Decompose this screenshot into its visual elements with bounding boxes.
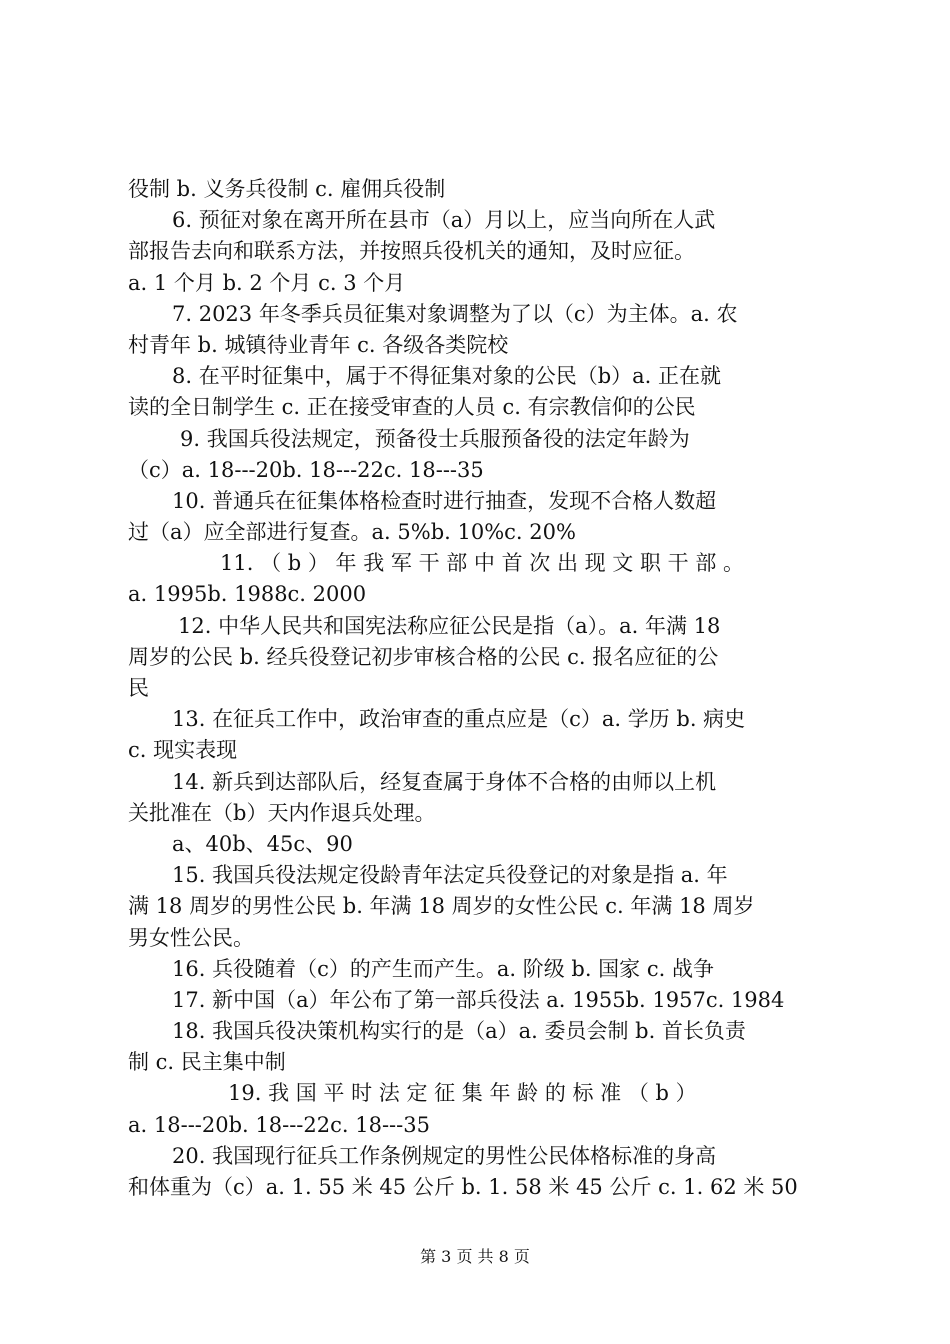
text-line: 8. 在平时征集中，属于不得征集对象的公民（b）a. 正在就 — [172, 364, 722, 389]
text-line: 男女性公民。 — [128, 925, 254, 950]
text-line: （c）a. 18---20b. 18---22c. 18---35 — [128, 457, 484, 482]
text-line: 制 c. 民主集中制 — [128, 1050, 286, 1075]
text-line: c. 现实表现 — [128, 738, 238, 763]
text-line: 16. 兵役随着（c）的产生而产生。a. 阶级 b. 国家 c. 战争 — [172, 956, 714, 981]
text-line: a. 1 个月 b. 2 个月 c. 3 个月 — [128, 270, 406, 295]
page-number-footer: 第 3 页 共 8 页 — [420, 1247, 530, 1266]
text-line: 和体重为（c）a. 1. 55 米 45 公斤 b. 1. 58 米 45 公斤 c. 1. 62 米 50 — [128, 1175, 798, 1199]
text-line: 6. 预征对象在离开所在县市（a）月以上，应当向所在人武 — [172, 208, 716, 233]
text-line: 村青年 b. 城镇待业青年 c. 各级各类院校 — [128, 332, 509, 357]
text-line: 周岁的公民 b. 经兵役登记初步审核合格的公民 c. 报名应征的公 — [128, 644, 719, 669]
text-line: 读的全日制学生 c. 正在接受审查的人员 c. 有宗教信仰的公民 — [128, 395, 696, 420]
text-line: 15. 我国兵役法规定役龄青年法定兵役登记的对象是指 a. 年 — [172, 863, 728, 888]
text-line: 18. 我国兵役决策机构实行的是（a）a. 委员会制 b. 首长负责 — [172, 1019, 746, 1044]
text-line: 役制 b. 义务兵役制 c. 雇佣兵役制 — [128, 177, 446, 201]
text-line: 关批准在（b）天内作退兵处理。 — [128, 800, 436, 825]
text-line: a. 1995b. 1988c. 2000 — [128, 582, 367, 607]
document-body — [128, 174, 833, 1203]
text-line: 13. 在征兵工作中，政治审查的重点应是（c）a. 学历 b. 病史 — [172, 707, 746, 732]
text-line: 民 — [128, 676, 149, 700]
text-line: 9. 我国兵役法规定，预备役士兵服预备役的法定年龄为 — [180, 426, 690, 451]
text-line: 12. 中华人民共和国宪法称应征公民是指（a）。a. 年满 18 — [178, 613, 721, 638]
text-line: 满 18 周岁的男性公民 b. 年满 18 周岁的女性公民 c. 年满 18 周岁 — [128, 894, 755, 919]
text-line: 7. 2023 年冬季兵员征集对象调整为了以（c）为主体。a. 农 — [172, 301, 738, 326]
text-line: 10. 普通兵在征集体格检查时进行抽查，发现不合格人数超 — [172, 488, 717, 513]
text-line: 20. 我国现行征兵工作条例规定的男性公民体格标准的身高 — [172, 1143, 717, 1168]
text-line: 17. 新中国（a）年公布了第一部兵役法 a. 1955b. 1957c. 1984 — [172, 987, 785, 1012]
text-line: 过（a）应全部进行复查。a. 5%b. 10%c. 20% — [128, 520, 576, 545]
text-line: 14. 新兵到达部队后，经复查属于身体不合格的由师以上机 — [172, 769, 717, 794]
text-line: a. 18---20b. 18---22c. 18---35 — [128, 1112, 430, 1137]
text-line: 19. 我 国 平 时 法 定 征 集 年 龄 的 标 准 （ b ） — [228, 1081, 697, 1106]
text-line: 11. （ b ） 年 我 军 干 部 中 首 次 出 现 文 职 干 部 。 — [220, 551, 744, 576]
text-line: 部报告去向和联系方法，并按照兵役机关的通知，及时应征。 — [128, 239, 695, 264]
text-line: a、40b、45c、90 — [172, 831, 353, 856]
